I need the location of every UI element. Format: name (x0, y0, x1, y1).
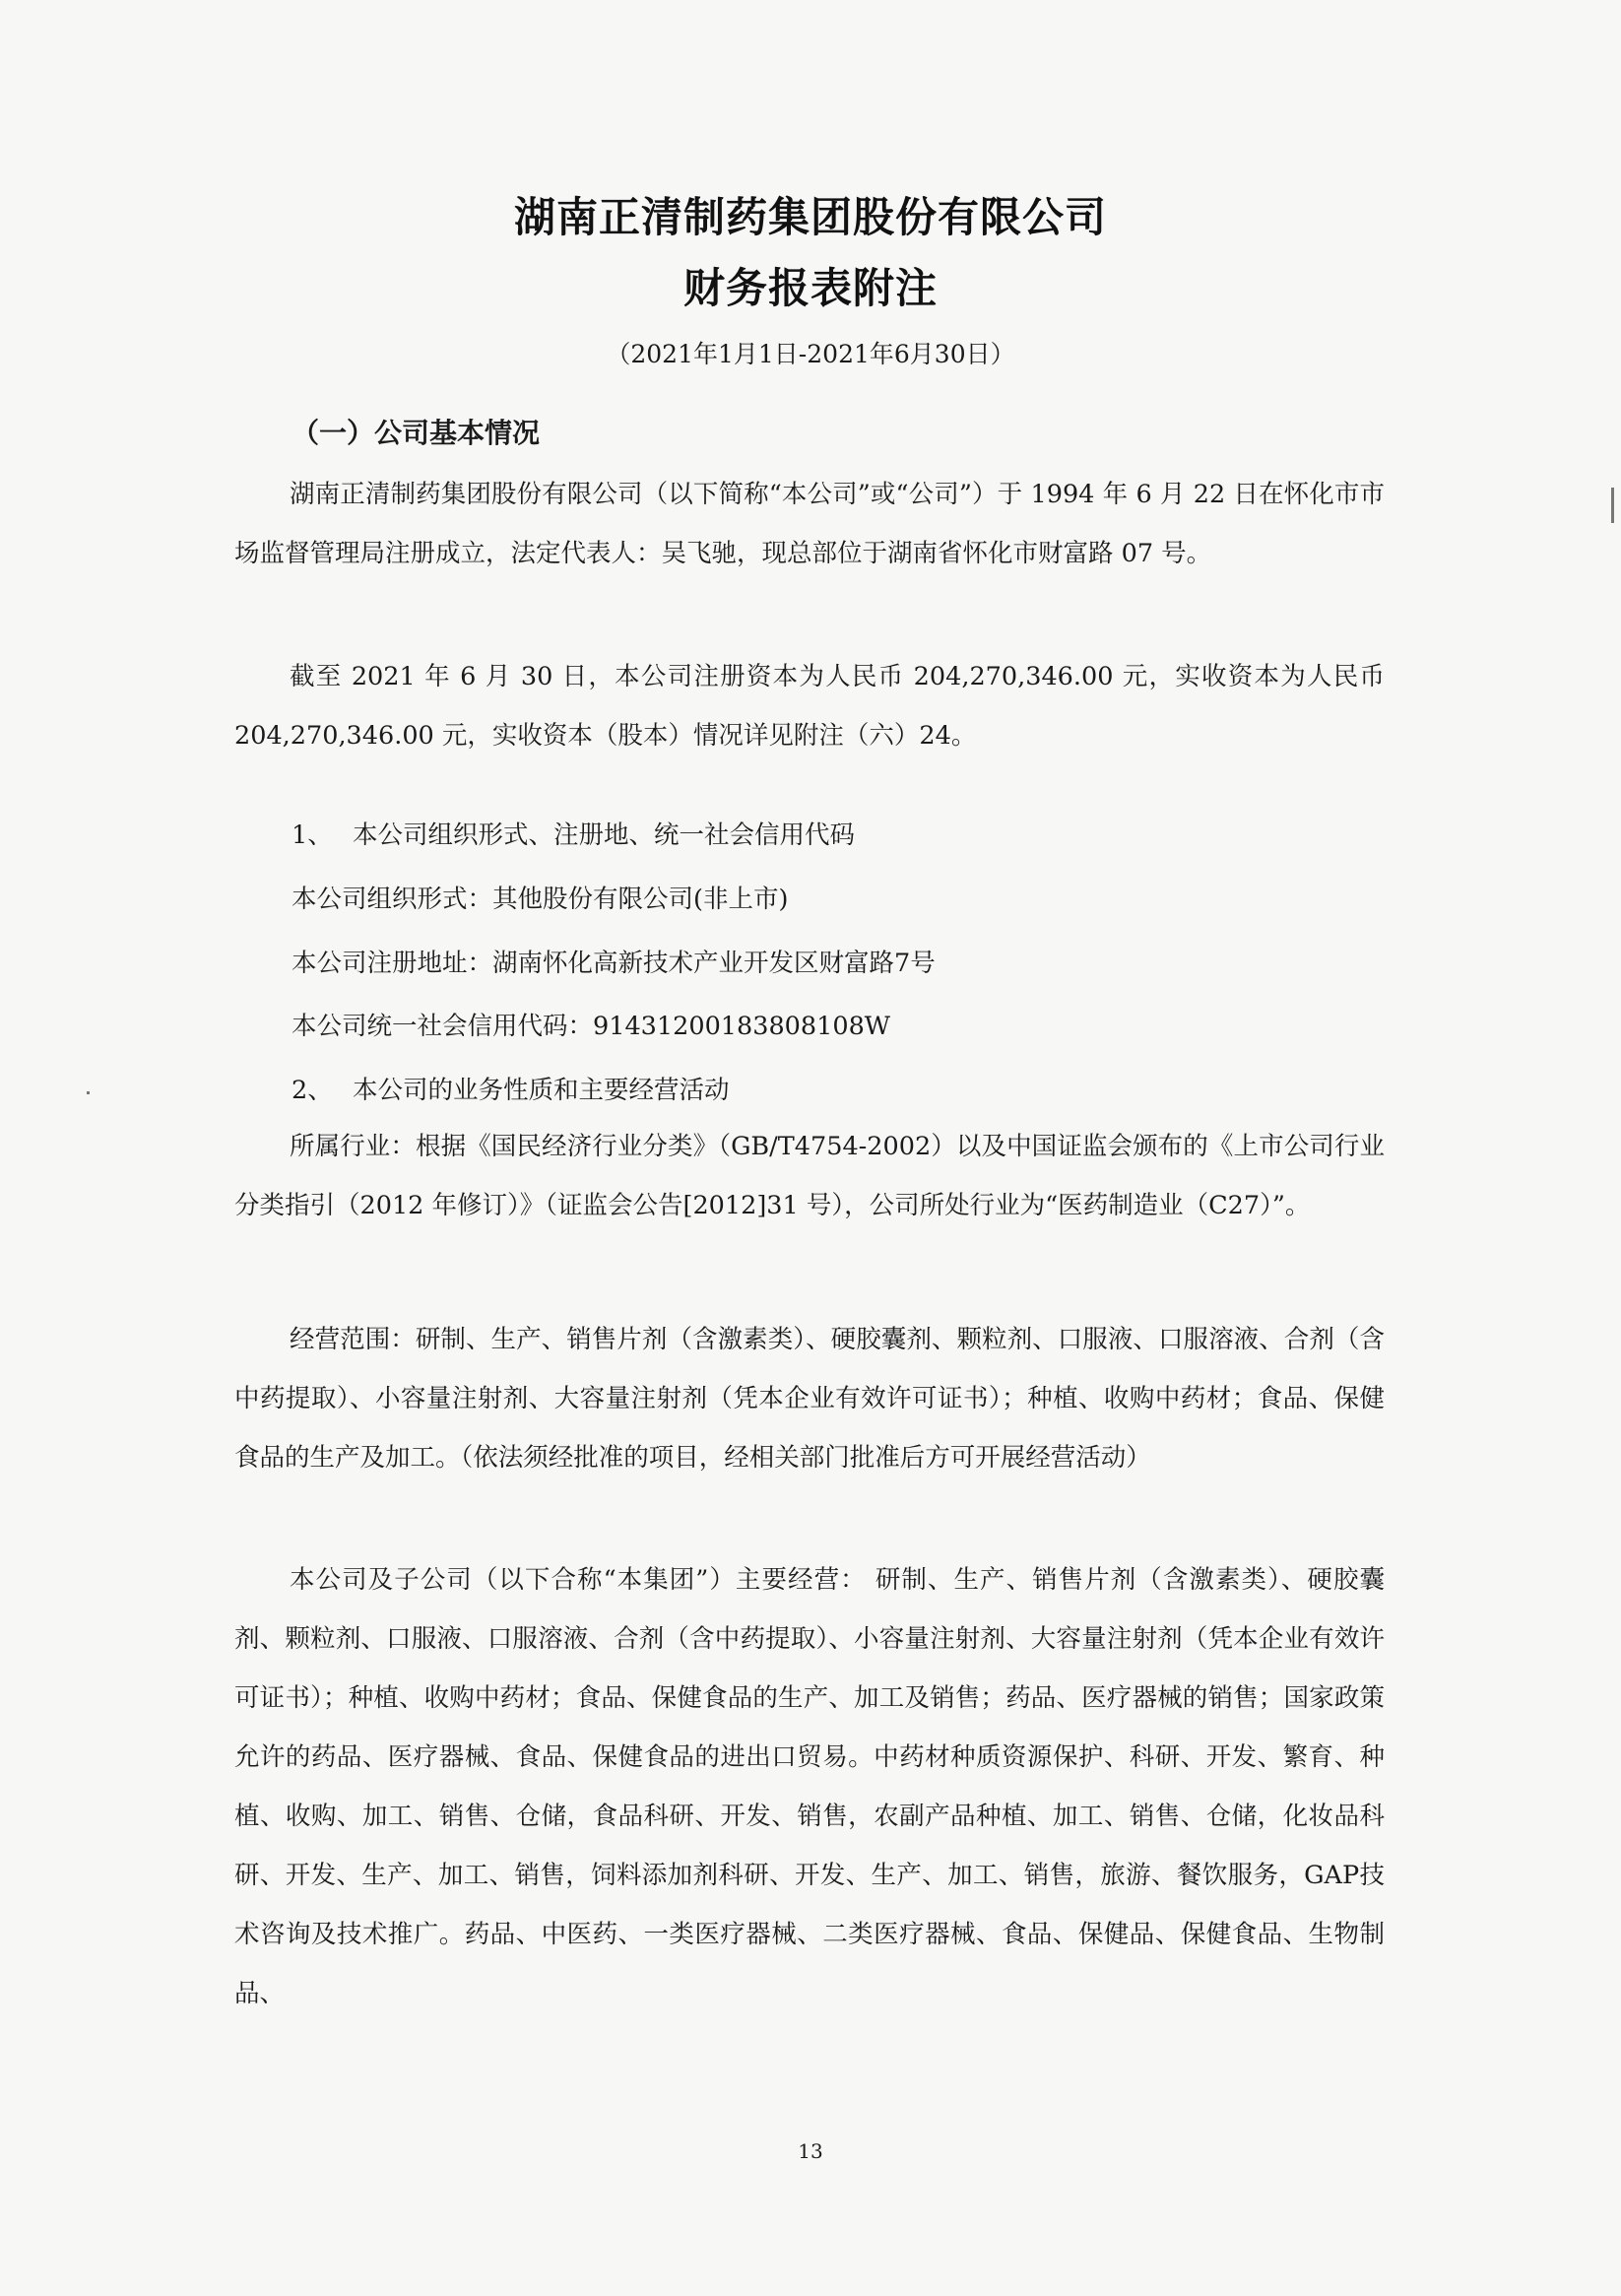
scan-speck (87, 1091, 90, 1094)
company-intro-paragraph: 湖南正清制药集团股份有限公司（以下简称“本公司”或“公司”）于 1994 年 6 月 22 日在怀化市市场监督管理局注册成立，法定代表人：吴飞驰，现总部位于湖南省怀化市财富路 07 号。 (234, 480, 1385, 568)
company-title: 湖南正清制药集团股份有限公司 (513, 193, 1107, 241)
item-2-number: 2、 (292, 1076, 333, 1105)
credit-code-line: 本公司统一社会信用代码：91431200183808108W (292, 1012, 891, 1041)
item-1-number: 1、 (292, 820, 333, 850)
capital-paragraph: 截至 2021 年 6 月 30 日，本公司注册资本为人民币 204,270,346.00 元，实收资本为人民币 204,270,346.00 元，实收资本（股本）情况详见附注（六）24。 (234, 662, 1385, 751)
group-business-paragraph: 本公司及子公司（以下合称“本集团”）主要经营： 研制、生产、销售片剂（含激素类）、硬胶囊剂、颗粒剂、口服液、口服溶液、合剂（含中药提取）、小容量注射剂、大容量注射剂（凭本企业有效许可证书）；种植、收购中药材；食品、保健食品的生产、加工及销售；药品、医疗器械的销售；国家政策允许的药品、医疗器械、食品、保健食品的进出口贸易。中药材种质资源保护、科研、开发、繁育、种植、收购、加工、销售、仓储，食品科研、开发、销售，农副产品种植、加工、销售、仓储，化妆品科研、开发、生产、加工、销售，饲料添加剂科研、开发、生产、加工、销售，旅游、餐饮服务，GAP技术咨询及技术推广。药品、中医药、一类医疗器械、二类医疗器械、食品、保健品、保健食品、生物制品、 (234, 1565, 1385, 2008)
item-1-title: 本公司组织形式、注册地、统一社会信用代码 (353, 820, 856, 850)
section-heading: （一）公司基本情况 (292, 417, 541, 449)
item-2-title: 本公司的业务性质和主要经营活动 (353, 1076, 730, 1105)
item-2-heading (292, 1071, 730, 1106)
business-scope-paragraph: 经营范围：研制、生产、销售片剂（含激素类）、硬胶囊剂、颗粒剂、口服液、口服溶液、合剂（含中药提取）、小容量注射剂、大容量注射剂（凭本企业有效许可证书）；种植、收购中药材；食品、保健食品的生产及加工。（依法须经批准的项目，经相关部门批准后方可开展经营活动） (234, 1325, 1385, 1473)
reporting-period: （2021年1月1日-2021年6月30日） (606, 340, 1015, 368)
scan-edge-mark (1611, 488, 1614, 523)
item-1-heading (292, 816, 855, 851)
org-form-line: 本公司组织形式：其他股份有限公司(非上市) (292, 885, 789, 914)
page-number: 13 (798, 2139, 823, 2163)
document-title: 财务报表附注 (682, 264, 938, 312)
reg-address-line: 本公司注册地址：湖南怀化高新技术产业开发区财富路7号 (292, 949, 936, 978)
industry-paragraph: 所属行业：根据《国民经济行业分类》（GB/T4754-2002）以及中国证监会颁布的《上市公司行业分类指引（2012 年修订）》（证监会公告[2012]31 号），公司所处行业为“医药制造业（C27）”。 (234, 1132, 1385, 1220)
